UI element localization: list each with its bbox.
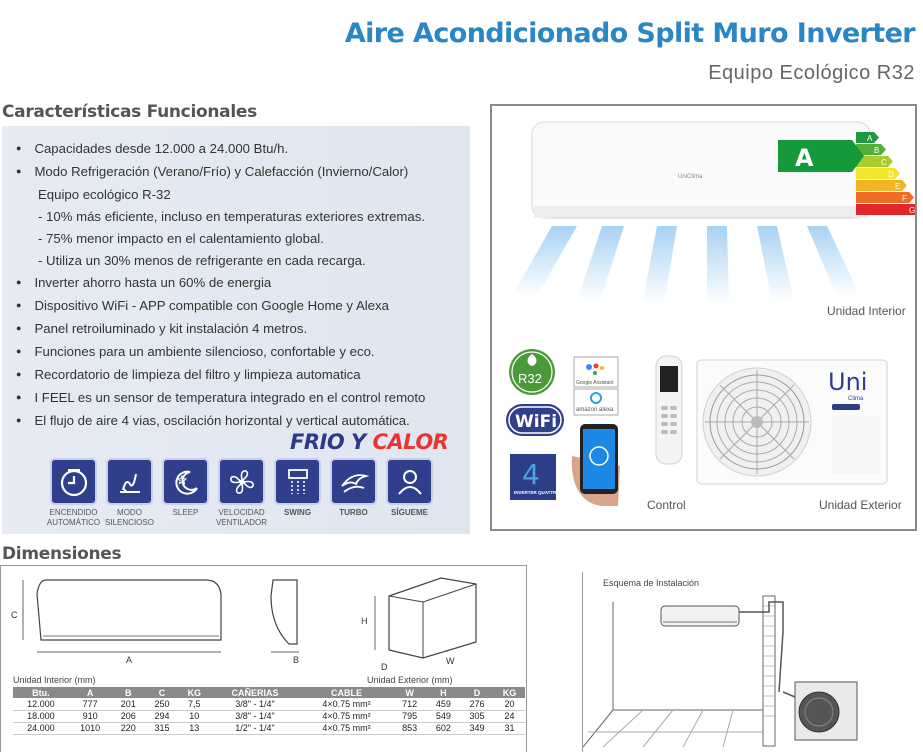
svg-text:amazon alexa: amazon alexa bbox=[576, 407, 614, 413]
turbo-icon bbox=[330, 458, 377, 505]
frio-calor-label: FRIO Y CALOR bbox=[290, 430, 449, 454]
table-cell: 459 bbox=[427, 698, 461, 710]
dimensions-heading: Dimensiones bbox=[2, 544, 122, 564]
dimensions-table bbox=[13, 687, 525, 735]
indoor-front-drawing bbox=[11, 580, 221, 665]
amazon-alexa-badge bbox=[574, 389, 618, 415]
inverter-badge bbox=[510, 454, 560, 500]
table-cell: 24 bbox=[494, 710, 525, 722]
swing-icon bbox=[274, 458, 321, 505]
svg-text:R32: R32 bbox=[518, 371, 542, 386]
table-cell: 24.000 bbox=[13, 722, 69, 734]
svg-text:INVERTER QUATTRO: INVERTER QUATTRO bbox=[514, 490, 560, 495]
table-cell: 315 bbox=[145, 722, 179, 734]
features-list bbox=[16, 138, 462, 433]
table-cell: 3/8" - 1/4" bbox=[210, 710, 300, 722]
function-icon-label: MODO SILENCIOSO bbox=[105, 508, 154, 527]
feature-item: ● Modo Refrigeración (Verano/Frío) y Calefacción (Invierno/Calor) bbox=[16, 161, 462, 184]
table-cell: 4×0.75 mm² bbox=[300, 698, 393, 710]
feature-item: ● Panel retroiluminado y kit instalación 4 metros. bbox=[16, 318, 462, 341]
feature-item: ● I FEEL es un sensor de temperatura integrado en el control remoto bbox=[16, 387, 462, 410]
feature-item: ● Funciones para un ambiente silencioso, confortable y eco. bbox=[16, 341, 462, 364]
table-cell: 305 bbox=[460, 710, 494, 722]
wifi-badge bbox=[506, 404, 564, 436]
sleep-icon bbox=[162, 458, 209, 505]
feature-item: ● Dispositivo WiFi - APP compatible con Google Home y Alexa bbox=[16, 295, 462, 318]
table-header-cell: KG bbox=[179, 687, 210, 698]
svg-text:C: C bbox=[11, 610, 18, 620]
table-header-cell: KG bbox=[494, 687, 525, 698]
dimension-drawings bbox=[1, 566, 528, 676]
remote-control-graphic bbox=[656, 356, 682, 464]
indoor-side-drawing bbox=[271, 580, 299, 665]
smartphone-app-graphic bbox=[572, 424, 620, 506]
table-cell: 7,5 bbox=[179, 698, 210, 710]
svg-text:Google Assistant: Google Assistant bbox=[576, 380, 614, 386]
product-panel bbox=[490, 104, 917, 531]
svg-text:D: D bbox=[381, 662, 388, 672]
energy-scale-letter: C bbox=[881, 158, 887, 167]
table-cell: 853 bbox=[393, 722, 427, 734]
table-cell: 910 bbox=[69, 710, 112, 722]
energy-scale-letter: B bbox=[874, 146, 880, 155]
table-header-cell: Btu. bbox=[13, 687, 69, 698]
table-cell: 777 bbox=[69, 698, 112, 710]
function-icon-label: SLEEP bbox=[172, 508, 199, 517]
table-row bbox=[13, 710, 525, 722]
installation-diagram bbox=[583, 592, 923, 752]
table-cell: 18.000 bbox=[13, 710, 69, 722]
svg-text:B: B bbox=[293, 655, 300, 665]
table-header-cell: C bbox=[145, 687, 179, 698]
fan-icon bbox=[218, 458, 265, 505]
table-row bbox=[13, 698, 525, 710]
table-header-cell: H bbox=[427, 687, 461, 698]
google-assistant-badge bbox=[574, 357, 618, 387]
table-cell: 795 bbox=[393, 710, 427, 722]
outdoor-unit-graphic bbox=[697, 360, 887, 484]
table-cell: 4×0.75 mm² bbox=[300, 722, 393, 734]
indoor-unit-caption: Unidad Interior bbox=[827, 304, 906, 318]
function-timer bbox=[46, 458, 101, 528]
energy-class: A bbox=[795, 144, 814, 172]
r32-badge bbox=[509, 349, 555, 395]
table-cell: 549 bbox=[427, 710, 461, 722]
table-cell: 1010 bbox=[69, 722, 112, 734]
table-cell: 4×0.75 mm² bbox=[300, 710, 393, 722]
table-cell: 250 bbox=[145, 698, 179, 710]
function-icon-label: ENCENDIDO AUTOMÁTICO bbox=[46, 508, 101, 527]
energy-scale-letter: D bbox=[888, 170, 894, 179]
energy-scale-letter: A bbox=[867, 134, 873, 143]
table-header-cell: W bbox=[393, 687, 427, 698]
table-cell: 10 bbox=[179, 710, 210, 722]
function-fan bbox=[215, 458, 268, 528]
table-cell: 220 bbox=[111, 722, 145, 734]
outdoor-unit-caption: Unidad Exterior bbox=[819, 498, 902, 512]
outdoor-iso-drawing bbox=[361, 578, 476, 672]
function-follow-me bbox=[386, 458, 433, 528]
function-icon-label: TURBO bbox=[339, 508, 368, 517]
table-cell: 206 bbox=[111, 710, 145, 722]
control-caption: Control bbox=[647, 498, 686, 512]
silent-mode-icon bbox=[106, 458, 153, 505]
table-header-cell: A bbox=[69, 687, 112, 698]
feature-item: ● Recordatorio de limpieza del filtro y limpieza automatica bbox=[16, 364, 462, 387]
table-cell: 1/2" - 1/4" bbox=[210, 722, 300, 734]
feature-item: - 10% más eficiente, incluso en temperaturas exteriores extremas. bbox=[38, 209, 426, 224]
energy-scale-bar bbox=[856, 204, 915, 215]
feature-item: ● Capacidades desde 12.000 a 24.000 Btu/h. bbox=[16, 138, 462, 161]
page-title: Aire Acondicionado Split Muro Inverter bbox=[344, 18, 915, 49]
features-heading: Características Funcionales bbox=[2, 102, 257, 122]
svg-text:4: 4 bbox=[522, 458, 540, 491]
energy-scale-letter: E bbox=[895, 182, 901, 191]
feature-item: ● El flujo de aire 4 vias, oscilación horizontal y vertical automática. bbox=[16, 410, 462, 433]
table-cell: 276 bbox=[460, 698, 494, 710]
function-silent-mode bbox=[106, 458, 153, 528]
page-subtitle: Equipo Ecológico R32 bbox=[708, 62, 915, 84]
indoor-brand: UniClima bbox=[678, 174, 703, 180]
table-cell: 712 bbox=[393, 698, 427, 710]
installation-panel bbox=[582, 572, 923, 752]
function-icon-label: SÍGUEME bbox=[391, 508, 428, 517]
svg-text:H: H bbox=[361, 616, 368, 626]
svg-text:W: W bbox=[446, 656, 455, 666]
installation-title: Esquema de Instalación bbox=[603, 578, 700, 588]
svg-text:Clima: Clima bbox=[848, 396, 864, 402]
feature-item: - Utiliza un 30% menos de refrigerante en cada recarga. bbox=[38, 253, 366, 268]
energy-label bbox=[856, 132, 915, 215]
dimensions-panel bbox=[0, 565, 527, 752]
table-cell: 20 bbox=[494, 698, 525, 710]
timer-icon bbox=[50, 458, 97, 505]
function-swing bbox=[274, 458, 321, 528]
outdoor-brand: Uni bbox=[828, 368, 868, 396]
table-cell: 201 bbox=[111, 698, 145, 710]
indoor-dims-caption: Unidad Interior (mm) bbox=[13, 675, 96, 685]
feature-item: ● Inverter ahorro hasta un 60% de energia bbox=[16, 272, 462, 295]
airflow-graphic bbox=[512, 226, 860, 304]
energy-class-arrow bbox=[778, 140, 864, 172]
table-header-cell: CABLE bbox=[300, 687, 393, 698]
table-cell: 3/8" - 1/4" bbox=[210, 698, 300, 710]
svg-text:A: A bbox=[126, 655, 133, 665]
feature-item: Equipo ecológico R-32 bbox=[38, 187, 171, 202]
function-icon-label: SWING bbox=[283, 508, 312, 517]
function-sleep bbox=[162, 458, 209, 528]
function-icons bbox=[46, 458, 433, 528]
function-icon-label: VELOCIDAD VENTILADOR bbox=[215, 508, 268, 527]
feature-item: - 75% menor impacto en el calentamiento global. bbox=[38, 231, 324, 246]
table-cell: 349 bbox=[460, 722, 494, 734]
follow-me-icon bbox=[386, 458, 433, 505]
table-header-cell: CAÑERIAS bbox=[210, 687, 300, 698]
table-cell: 12.000 bbox=[13, 698, 69, 710]
table-cell: 294 bbox=[145, 710, 179, 722]
energy-scale-letter: G bbox=[909, 206, 915, 215]
function-turbo bbox=[330, 458, 377, 528]
energy-scale-letter: F bbox=[902, 194, 907, 203]
table-cell: 13 bbox=[179, 722, 210, 734]
table-cell: 31 bbox=[494, 722, 525, 734]
table-row bbox=[13, 722, 525, 734]
table-header-cell: B bbox=[111, 687, 145, 698]
table-cell: 602 bbox=[427, 722, 461, 734]
table-header-cell: D bbox=[460, 687, 494, 698]
svg-text:WiFi: WiFi bbox=[515, 412, 558, 432]
outdoor-dims-caption: Unidad Exterior (mm) bbox=[367, 675, 453, 685]
